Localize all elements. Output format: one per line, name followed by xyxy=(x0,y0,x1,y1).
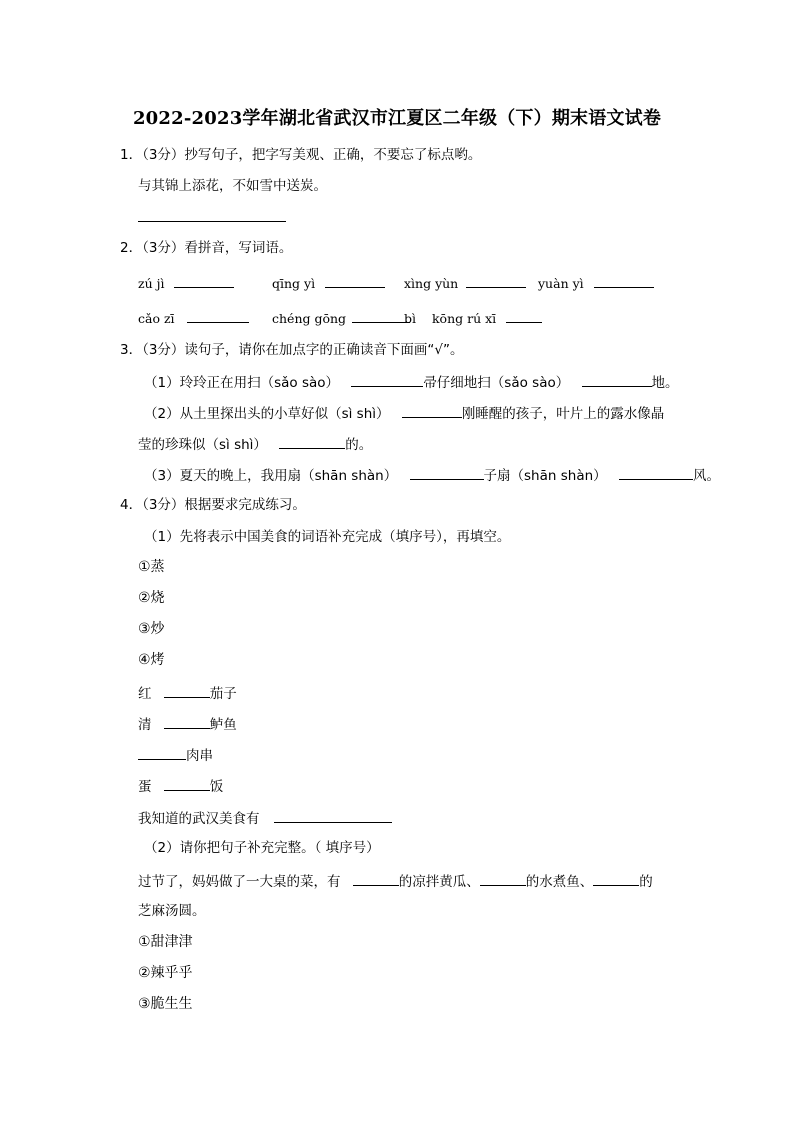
sentence-text: 帚仔细地扫（sǎo sào） xyxy=(423,375,570,391)
answer-blank[interactable] xyxy=(274,808,392,823)
pinyin-text: qīng yì xyxy=(272,276,316,291)
q3-sentence-3 xyxy=(144,465,720,485)
answer-blank[interactable] xyxy=(138,207,286,222)
q3-header: 3．（3分）读句子，请你在加点字的正确读音下面画“√”。 xyxy=(120,342,464,358)
pinyin-item xyxy=(538,273,654,291)
pinyin-item xyxy=(404,273,526,291)
answer-blank[interactable] xyxy=(402,403,462,418)
answer-blank[interactable] xyxy=(351,372,423,387)
answer-blank[interactable] xyxy=(164,776,210,791)
option-item: ①蒸 xyxy=(138,559,165,575)
option-item: ③炒 xyxy=(138,621,165,637)
option-item: ①甜津津 xyxy=(138,934,193,950)
pinyin-text: bì xyxy=(404,311,416,326)
q4-sub1: （1）先将表示中国美食的词语补充完成（填序号），再填空。 xyxy=(144,529,511,545)
sentence-text: （1）玲玲正在用扫（sǎo sào） xyxy=(144,375,340,391)
wuhan-food-line: 我知道的武汉美食有 xyxy=(138,808,392,828)
option-item: ④烤 xyxy=(138,652,165,668)
pinyin-text: chéng gōng xyxy=(272,311,347,326)
pinyin-item xyxy=(272,308,410,326)
option-item: ③脆生生 xyxy=(138,996,193,1012)
sentence-text: 地。 xyxy=(651,375,679,391)
answer-blank[interactable] xyxy=(594,273,654,288)
page-title: 2022-2023学年湖北省武汉市江夏区二年级（下）期末语文试卷 xyxy=(132,108,662,129)
fill-item: 红 茄子 xyxy=(138,683,237,703)
sentence-text: 子扇（shān shàn） xyxy=(483,468,607,484)
sentence-text: 刚睡醒的孩子，叶片上的露水像晶 xyxy=(461,406,665,422)
q4-header: 4．（3分）根据要求完成练习。 xyxy=(120,497,306,513)
answer-blank[interactable] xyxy=(164,683,210,698)
answer-blank[interactable] xyxy=(164,714,210,729)
option-item: ②辣乎乎 xyxy=(138,965,193,981)
sentence-text: （2）从土里探出头的小草好似（sì shì） xyxy=(144,406,390,422)
answer-blank[interactable] xyxy=(138,745,186,760)
answer-blank[interactable] xyxy=(353,871,399,886)
q1-header: 1．（3分）抄写句子，把字写美观、正确，不要忘了标点哟。 xyxy=(120,147,482,163)
answer-blank[interactable] xyxy=(187,308,249,323)
q2-header: 2．（3分）看拼音，写词语。 xyxy=(120,240,293,256)
q3-sentence-2-cont xyxy=(138,434,372,454)
answer-blank[interactable] xyxy=(410,465,484,480)
answer-blank[interactable] xyxy=(593,871,639,886)
q3-sentence-1 xyxy=(144,372,679,392)
sentence-text: 的。 xyxy=(345,437,373,453)
answer-blank[interactable] xyxy=(352,308,410,323)
q3-sentence-2 xyxy=(144,403,664,423)
pinyin-text: cǎo zī xyxy=(138,311,175,326)
fill-item: 清 鲈鱼 xyxy=(138,714,237,734)
fill-item: 蛋 饭 xyxy=(138,776,223,796)
pinyin-item xyxy=(404,308,542,326)
q1-answer-line xyxy=(138,207,286,227)
q4-sub2: （2）请你把句子补充完整。（ 填序号） xyxy=(144,840,380,856)
answer-blank[interactable] xyxy=(466,273,526,288)
pinyin-item xyxy=(272,273,385,291)
pinyin-item xyxy=(138,273,234,291)
sentence-text: 风。 xyxy=(692,468,720,484)
pinyin-text: zú jì xyxy=(138,276,165,291)
q4-sentence-cont: 芝麻汤圆。 xyxy=(138,903,206,919)
answer-blank[interactable] xyxy=(174,273,234,288)
pinyin-item xyxy=(138,308,249,326)
answer-blank[interactable] xyxy=(582,372,652,387)
pinyin-text: kōng rú xī xyxy=(431,311,497,326)
q1-sentence: 与其锦上添花，不如雪中送炭。 xyxy=(138,178,327,194)
fill-item: 肉串 xyxy=(138,745,213,765)
answer-blank[interactable] xyxy=(506,308,542,323)
answer-blank[interactable] xyxy=(619,465,693,480)
answer-blank[interactable] xyxy=(325,273,385,288)
q4-sentence: 过节了，妈妈做了一大桌的菜，有 的凉拌黄瓜、 的水煮鱼、 的 xyxy=(138,871,653,891)
pinyin-text: yuàn yì xyxy=(538,276,584,291)
sentence-text: （3）夏天的晚上，我用扇（shān shàn） xyxy=(144,468,398,484)
pinyin-text: xìng yùn xyxy=(404,276,459,291)
answer-blank[interactable] xyxy=(480,871,526,886)
sentence-text: 莹的珍珠似（sì shì） xyxy=(138,437,267,453)
answer-blank[interactable] xyxy=(279,434,345,449)
option-item: ②烧 xyxy=(138,590,165,606)
